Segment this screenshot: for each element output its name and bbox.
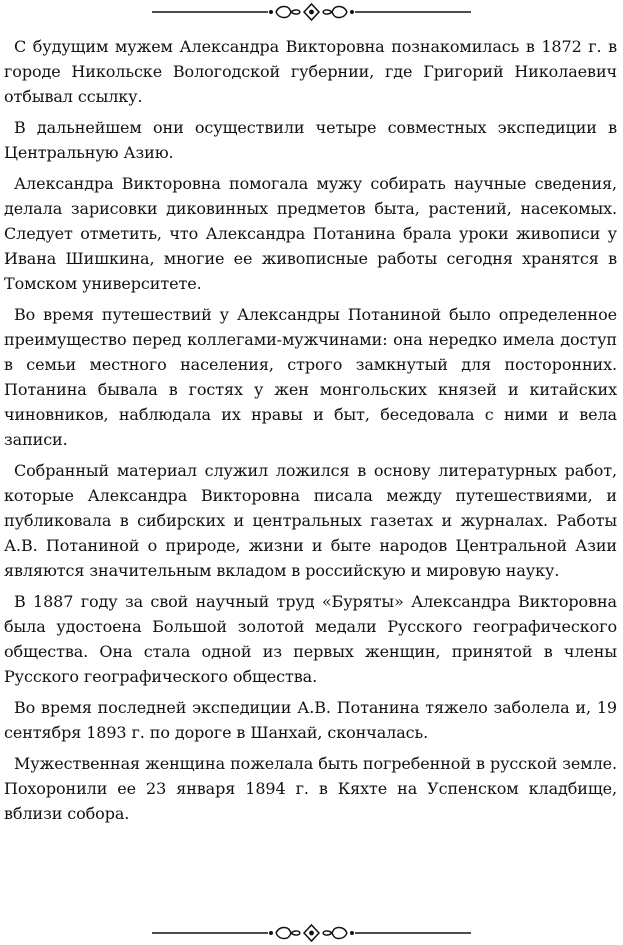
bottom-ornament-divider: [0, 921, 623, 945]
paragraph-5: Собранный материал служил ложился в основу литературных работ, которые Александра Викторовна писала между путешествиями, и публиковала в сибирских и центральных газетах и журналах. Работы А.В. Потаниной о природе, жизни и быте народов Центральной Азии являются значительным вкладом в российскую и мировую науку.: [4, 461, 617, 580]
paragraph-1: С будущим мужем Александра Викторовна познакомилась в 1872 г. в городе Никольске Вологодской губернии, где Григорий Николаевич отбывал ссылку.: [4, 37, 617, 106]
top-ornament-divider: [0, 0, 623, 24]
paragraph-2: В дальнейшем они осуществили четыре совместных экспедиции в Центральную Азию.: [4, 118, 617, 162]
paragraph-8: Мужественная женщина пожелала быть погребенной в русской земле. Похоронили ее 23 января 1894 г. в Кяхте на Успенском кладбище, вблизи собора.: [4, 754, 617, 823]
document-body: [4, 34, 617, 832]
paragraph-6: В 1887 году за свой научный труд «Буряты» Александра Викторовна была удостоена Большой золотой медали Русского географического общества. Она стала одной из первых женщин, принятой в члены Русского географического общества.: [4, 592, 617, 686]
paragraph-4: Во время путешествий у Александры Потаниной было определенное преимущество перед коллегами-мужчинами: она нередко имела доступ в семьи местного населения, строго замкнутый для посторонних. Потанина бывала в гостях у жен монгольских князей и китайских чиновников, наблюдала их нравы и быт, беседовала с ними и вела записи.: [4, 305, 617, 449]
paragraph-7: Во время последней экспедиции А.В. Потанина тяжело заболела и, 19 сентября 1893 г. по дороге в Шанхай, скончалась.: [4, 698, 617, 742]
paragraph-3: Александра Викторовна помогала мужу собирать научные сведения, делала зарисовки диковинных предметов быта, растений, насекомых. Следует отметить, что Александра Потанина брала уроки живописи у Ивана Шишкина, многие ее живописные работы сегодня хранятся в Томском университете.: [4, 174, 617, 293]
